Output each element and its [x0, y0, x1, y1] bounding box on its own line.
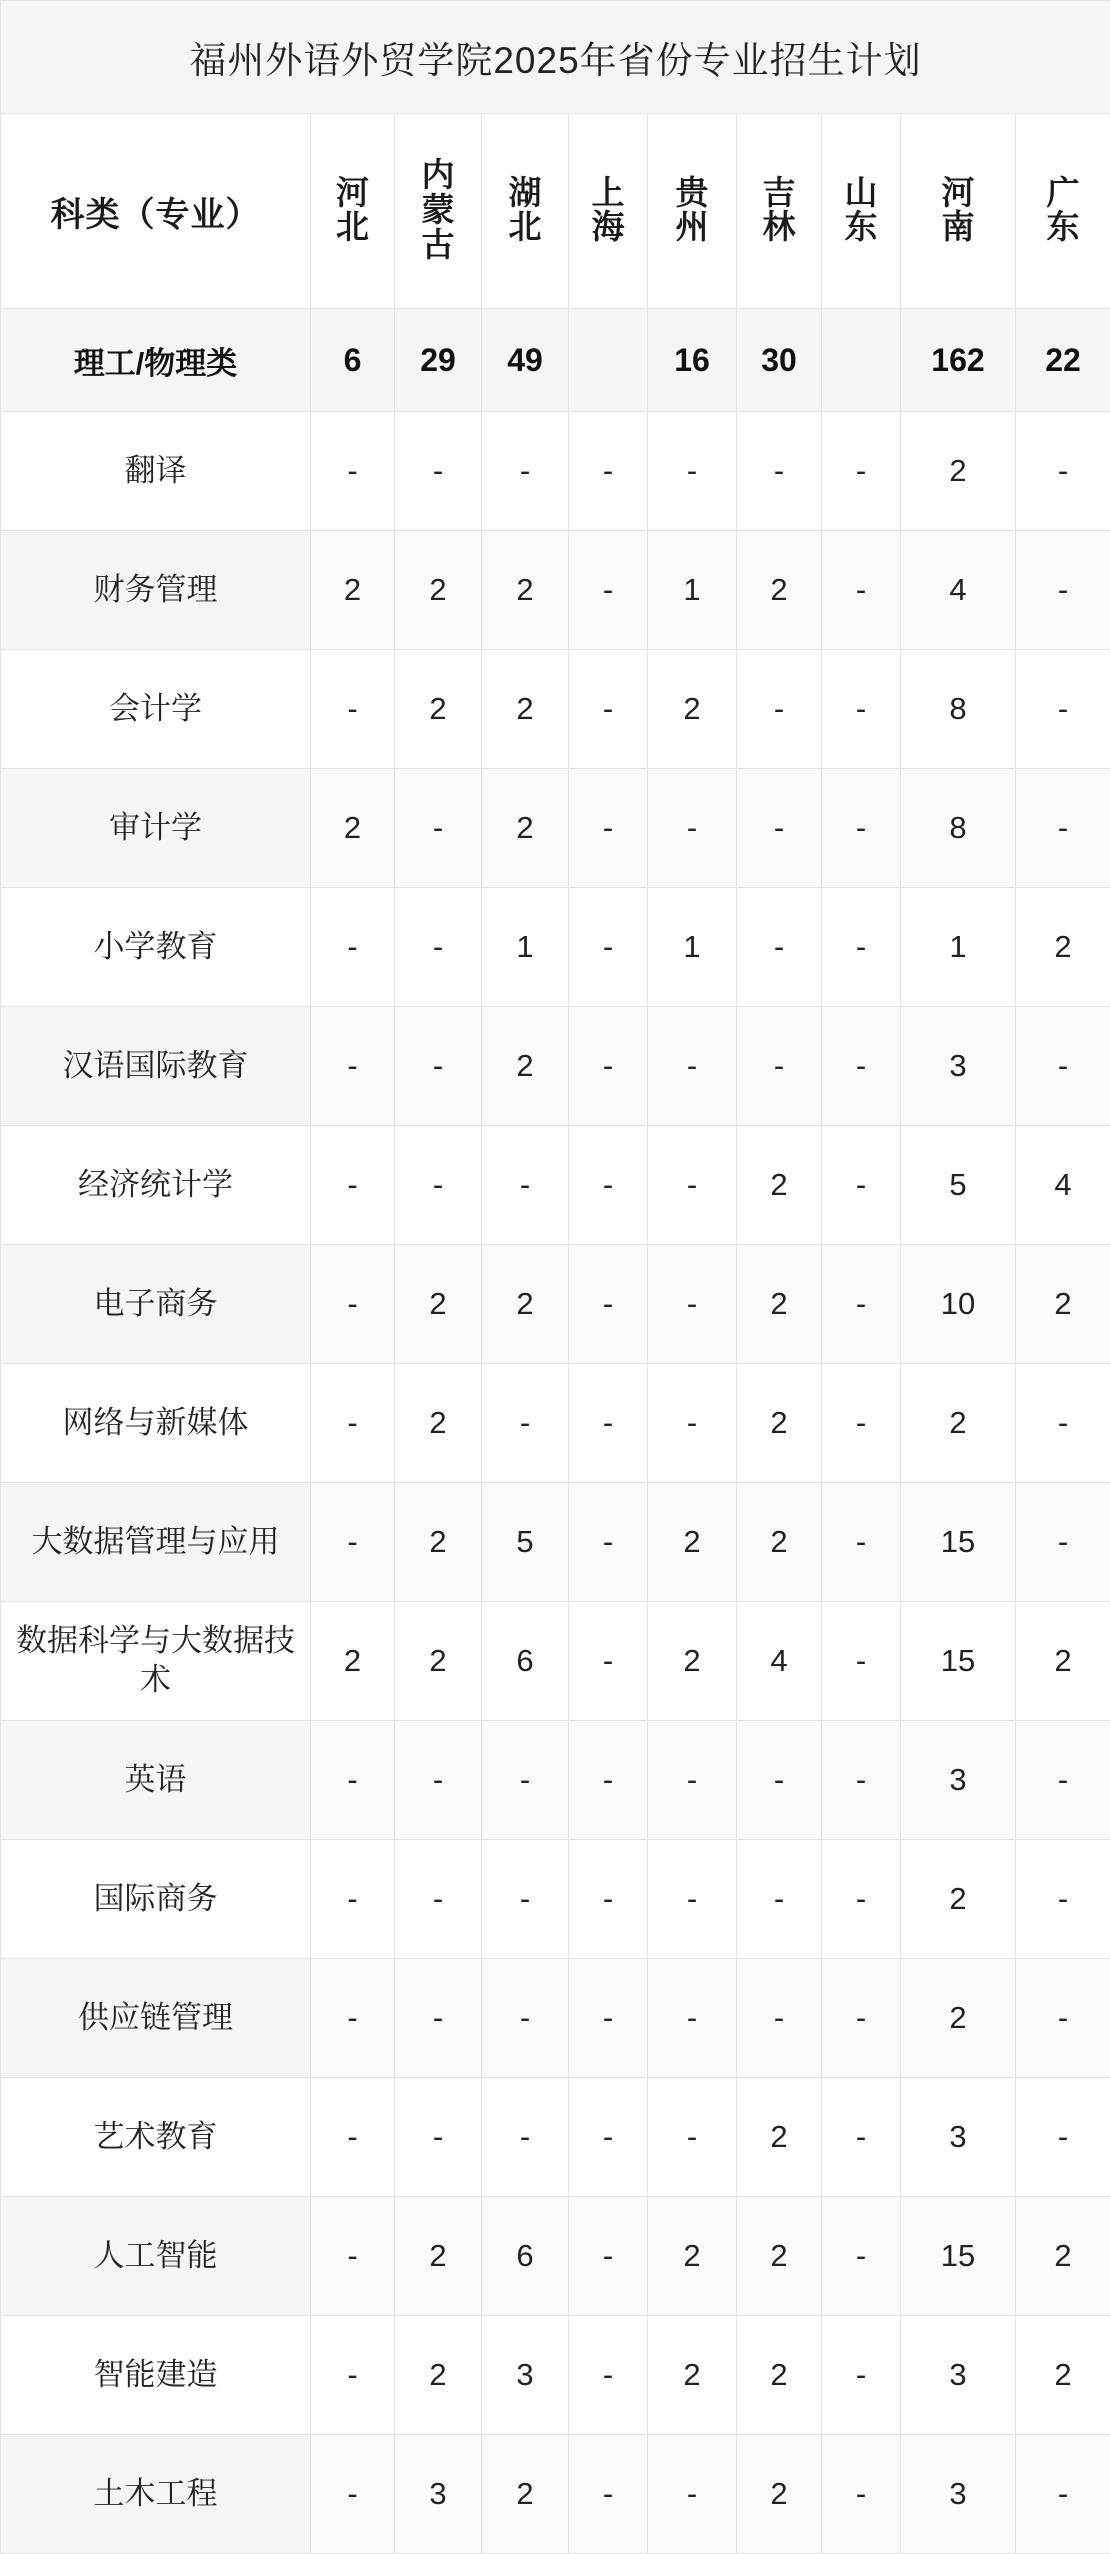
quota-cell: -: [569, 2197, 648, 2316]
quota-cell: 2: [1016, 1245, 1110, 1364]
quota-cell: -: [737, 412, 822, 531]
quota-cell: -: [482, 412, 569, 531]
quota-cell: -: [648, 1721, 737, 1840]
table-row: [1, 1364, 1110, 1483]
quota-cell: 2: [395, 1245, 482, 1364]
major-name: 审计学: [1, 769, 311, 888]
quota-cell: -: [1016, 412, 1110, 531]
province-name: 内 蒙 古: [422, 158, 455, 263]
quota-cell: -: [822, 1245, 901, 1364]
quota-cell: 15: [901, 1602, 1016, 1721]
major-name: 英语: [1, 1721, 311, 1840]
quota-cell: 2: [648, 650, 737, 769]
category-total-cell: 16: [648, 309, 737, 412]
quota-cell: -: [569, 1602, 648, 1721]
quota-cell: -: [1016, 650, 1110, 769]
quota-cell: -: [569, 1840, 648, 1959]
major-name: 翻译: [1, 412, 311, 531]
quota-cell: 4: [1016, 1126, 1110, 1245]
quota-cell: -: [395, 1840, 482, 1959]
province-name: 吉 林: [763, 176, 796, 246]
major-name: 数据科学与大数据技术: [1, 1602, 311, 1721]
column-header-province: [395, 114, 482, 309]
quota-cell: 5: [482, 1483, 569, 1602]
quota-cell: 2: [482, 1007, 569, 1126]
table-row: [1, 2316, 1110, 2435]
quota-cell: -: [395, 769, 482, 888]
quota-cell: 15: [901, 1483, 1016, 1602]
column-header-province: [569, 114, 648, 309]
quota-cell: 2: [737, 2435, 822, 2554]
quota-cell: -: [648, 1007, 737, 1126]
quota-cell: -: [737, 1840, 822, 1959]
page-title: 福州外语外贸学院2025年省份专业招生计划: [1, 1, 1110, 114]
quota-cell: 6: [482, 2197, 569, 2316]
quota-cell: -: [482, 1126, 569, 1245]
quota-cell: -: [395, 888, 482, 1007]
quota-cell: -: [1016, 2435, 1110, 2554]
quota-cell: -: [737, 650, 822, 769]
column-header-province: [1016, 114, 1110, 309]
quota-cell: -: [1016, 769, 1110, 888]
quota-cell: 2: [1016, 2197, 1110, 2316]
table-row: [1, 2197, 1110, 2316]
column-header-province: [311, 114, 395, 309]
quota-cell: 2: [311, 1602, 395, 1721]
title-row: [1, 1, 1110, 114]
quota-cell: -: [311, 1126, 395, 1245]
quota-cell: 2: [737, 1364, 822, 1483]
quota-cell: -: [737, 1959, 822, 2078]
quota-cell: -: [822, 2078, 901, 2197]
quota-cell: -: [737, 1721, 822, 1840]
quota-cell: -: [482, 1721, 569, 1840]
quota-cell: 3: [901, 2078, 1016, 2197]
quota-cell: 2: [311, 531, 395, 650]
quota-cell: -: [482, 1364, 569, 1483]
table-row: [1, 769, 1110, 888]
province-name: 湖 北: [509, 176, 542, 246]
quota-cell: 2: [395, 650, 482, 769]
major-name: 国际商务: [1, 1840, 311, 1959]
province-name: 贵 州: [676, 176, 709, 246]
quota-cell: 2: [901, 412, 1016, 531]
quota-cell: 2: [648, 1483, 737, 1602]
quota-cell: -: [569, 1959, 648, 2078]
quota-cell: -: [822, 1007, 901, 1126]
table-row: [1, 1245, 1110, 1364]
quota-cell: -: [737, 1007, 822, 1126]
column-header-province: [822, 114, 901, 309]
quota-cell: -: [311, 1721, 395, 1840]
quota-cell: 3: [901, 2316, 1016, 2435]
quota-cell: -: [822, 1483, 901, 1602]
quota-cell: 2: [1016, 888, 1110, 1007]
quota-cell: 2: [482, 531, 569, 650]
quota-cell: -: [569, 1364, 648, 1483]
quota-cell: 1: [482, 888, 569, 1007]
column-header-province: [648, 114, 737, 309]
major-name: 供应链管理: [1, 1959, 311, 2078]
quota-cell: -: [737, 888, 822, 1007]
quota-cell: -: [395, 1007, 482, 1126]
table-row: [1, 1959, 1110, 2078]
quota-cell: -: [311, 2197, 395, 2316]
quota-cell: 2: [648, 2197, 737, 2316]
category-total-cell: [822, 309, 901, 412]
quota-cell: -: [482, 1959, 569, 2078]
quota-cell: -: [1016, 531, 1110, 650]
table-header-row: [1, 114, 1110, 309]
quota-cell: 1: [648, 888, 737, 1007]
major-name: 人工智能: [1, 2197, 311, 2316]
quota-cell: 2: [737, 2316, 822, 2435]
major-name: 智能建造: [1, 2316, 311, 2435]
major-name: 财务管理: [1, 531, 311, 650]
quota-cell: -: [822, 888, 901, 1007]
province-name: 河 南: [942, 176, 975, 246]
quota-cell: -: [482, 1840, 569, 1959]
quota-cell: 10: [901, 1245, 1016, 1364]
quota-cell: -: [311, 2316, 395, 2435]
major-name: 网络与新媒体: [1, 1364, 311, 1483]
quota-cell: -: [569, 412, 648, 531]
quota-cell: 3: [901, 1007, 1016, 1126]
quota-cell: 1: [648, 531, 737, 650]
category-total-cell: 22: [1016, 309, 1110, 412]
quota-cell: 2: [482, 650, 569, 769]
table-row: [1, 531, 1110, 650]
major-name: 艺术教育: [1, 2078, 311, 2197]
major-name: 大数据管理与应用: [1, 1483, 311, 1602]
quota-cell: -: [822, 2197, 901, 2316]
quota-cell: 2: [395, 2197, 482, 2316]
quota-cell: 2: [395, 1364, 482, 1483]
quota-cell: -: [648, 1245, 737, 1364]
quota-cell: -: [569, 650, 648, 769]
quota-cell: 2: [737, 1126, 822, 1245]
table-row: [1, 1126, 1110, 1245]
quota-cell: -: [648, 412, 737, 531]
province-name: 山 东: [845, 176, 878, 246]
quota-cell: 2: [901, 1959, 1016, 2078]
quota-cell: 8: [901, 769, 1016, 888]
quota-cell: -: [311, 1364, 395, 1483]
quota-cell: -: [1016, 1007, 1110, 1126]
quota-cell: -: [1016, 1959, 1110, 2078]
province-name: 广 东: [1047, 176, 1080, 246]
category-total-cell: 49: [482, 309, 569, 412]
province-name: 上 海: [592, 176, 625, 246]
quota-cell: -: [822, 1364, 901, 1483]
table-row: [1, 1721, 1110, 1840]
major-name: 会计学: [1, 650, 311, 769]
quota-cell: -: [648, 1959, 737, 2078]
quota-cell: 1: [901, 888, 1016, 1007]
quota-cell: 3: [901, 1721, 1016, 1840]
quota-cell: -: [822, 1602, 901, 1721]
quota-cell: 2: [901, 1364, 1016, 1483]
quota-cell: -: [822, 2435, 901, 2554]
quota-cell: -: [822, 2316, 901, 2435]
quota-cell: -: [648, 2435, 737, 2554]
quota-cell: 5: [901, 1126, 1016, 1245]
quota-cell: -: [569, 1126, 648, 1245]
quota-cell: -: [311, 1245, 395, 1364]
quota-cell: 2: [395, 1602, 482, 1721]
quota-cell: -: [395, 412, 482, 531]
table-row: [1, 1602, 1110, 1721]
quota-cell: -: [648, 1840, 737, 1959]
quota-cell: -: [822, 1840, 901, 1959]
quota-cell: -: [395, 1959, 482, 2078]
quota-cell: 2: [1016, 1602, 1110, 1721]
quota-cell: 6: [482, 1602, 569, 1721]
quota-cell: -: [569, 1007, 648, 1126]
table-row: [1, 1483, 1110, 1602]
quota-cell: 15: [901, 2197, 1016, 2316]
quota-cell: -: [311, 2078, 395, 2197]
category-total-cell: [569, 309, 648, 412]
quota-cell: -: [569, 2078, 648, 2197]
quota-cell: -: [822, 1959, 901, 2078]
quota-cell: 4: [737, 1602, 822, 1721]
table-row: [1, 412, 1110, 531]
quota-cell: 3: [395, 2435, 482, 2554]
quota-cell: 2: [395, 1483, 482, 1602]
quota-cell: -: [822, 650, 901, 769]
quota-cell: -: [395, 1126, 482, 1245]
quota-cell: -: [395, 2078, 482, 2197]
category-label: 理工/物理类: [1, 309, 311, 412]
quota-cell: -: [311, 412, 395, 531]
column-header-province: [901, 114, 1016, 309]
quota-cell: 2: [648, 1602, 737, 1721]
quota-cell: 2: [737, 2078, 822, 2197]
table-row: [1, 1007, 1110, 1126]
major-name: 电子商务: [1, 1245, 311, 1364]
quota-cell: -: [569, 2316, 648, 2435]
quota-cell: -: [311, 888, 395, 1007]
quota-cell: -: [311, 1840, 395, 1959]
category-total-cell: 30: [737, 309, 822, 412]
column-header-province: [737, 114, 822, 309]
category-total-cell: 6: [311, 309, 395, 412]
quota-cell: -: [1016, 1364, 1110, 1483]
table-row: [1, 2078, 1110, 2197]
column-header-province: [482, 114, 569, 309]
quota-cell: -: [1016, 1721, 1110, 1840]
quota-cell: -: [822, 1126, 901, 1245]
quota-cell: 3: [901, 2435, 1016, 2554]
quota-cell: 2: [737, 1245, 822, 1364]
category-row-science: [1, 309, 1110, 412]
quota-cell: -: [569, 531, 648, 650]
quota-cell: -: [822, 769, 901, 888]
quota-cell: -: [648, 1126, 737, 1245]
quota-cell: -: [311, 2435, 395, 2554]
quota-cell: 2: [482, 2435, 569, 2554]
quota-cell: 2: [737, 1483, 822, 1602]
quota-cell: -: [648, 1364, 737, 1483]
quota-cell: 2: [648, 2316, 737, 2435]
table-row: [1, 1840, 1110, 1959]
quota-cell: -: [395, 1721, 482, 1840]
quota-cell: -: [311, 1007, 395, 1126]
table-body: [1, 1, 1110, 2554]
quota-cell: -: [482, 2078, 569, 2197]
quota-cell: 2: [482, 1245, 569, 1364]
quota-cell: -: [569, 2435, 648, 2554]
quota-cell: 2: [901, 1840, 1016, 1959]
quota-cell: 2: [311, 769, 395, 888]
quota-cell: -: [311, 1483, 395, 1602]
category-total-cell: 29: [395, 309, 482, 412]
quota-cell: 2: [737, 531, 822, 650]
quota-cell: 4: [901, 531, 1016, 650]
quota-cell: -: [822, 1721, 901, 1840]
category-total-cell: 162: [901, 309, 1016, 412]
quota-cell: -: [311, 650, 395, 769]
quota-cell: 2: [1016, 2316, 1110, 2435]
quota-cell: -: [311, 1959, 395, 2078]
quota-cell: -: [648, 769, 737, 888]
quota-cell: 3: [482, 2316, 569, 2435]
quota-cell: -: [737, 769, 822, 888]
quota-cell: -: [569, 1245, 648, 1364]
quota-cell: -: [1016, 1483, 1110, 1602]
table-row: [1, 888, 1110, 1007]
province-name: 河 北: [336, 176, 369, 246]
quota-cell: 2: [482, 769, 569, 888]
table-row: [1, 2435, 1110, 2554]
quota-cell: 2: [737, 2197, 822, 2316]
quota-cell: 2: [395, 531, 482, 650]
quota-cell: -: [1016, 2078, 1110, 2197]
quota-cell: -: [822, 412, 901, 531]
major-name: 土木工程: [1, 2435, 311, 2554]
quota-cell: -: [569, 888, 648, 1007]
quota-cell: -: [822, 531, 901, 650]
quota-cell: -: [569, 1483, 648, 1602]
quota-cell: -: [1016, 1840, 1110, 1959]
major-name: 经济统计学: [1, 1126, 311, 1245]
quota-cell: -: [569, 1721, 648, 1840]
quota-cell: -: [648, 2078, 737, 2197]
major-name: 汉语国际教育: [1, 1007, 311, 1126]
table-row: [1, 650, 1110, 769]
quota-cell: 8: [901, 650, 1016, 769]
major-name: 小学教育: [1, 888, 311, 1007]
quota-cell: 2: [395, 2316, 482, 2435]
column-header-subject: 科类（专业）: [1, 114, 311, 309]
quota-cell: -: [569, 769, 648, 888]
